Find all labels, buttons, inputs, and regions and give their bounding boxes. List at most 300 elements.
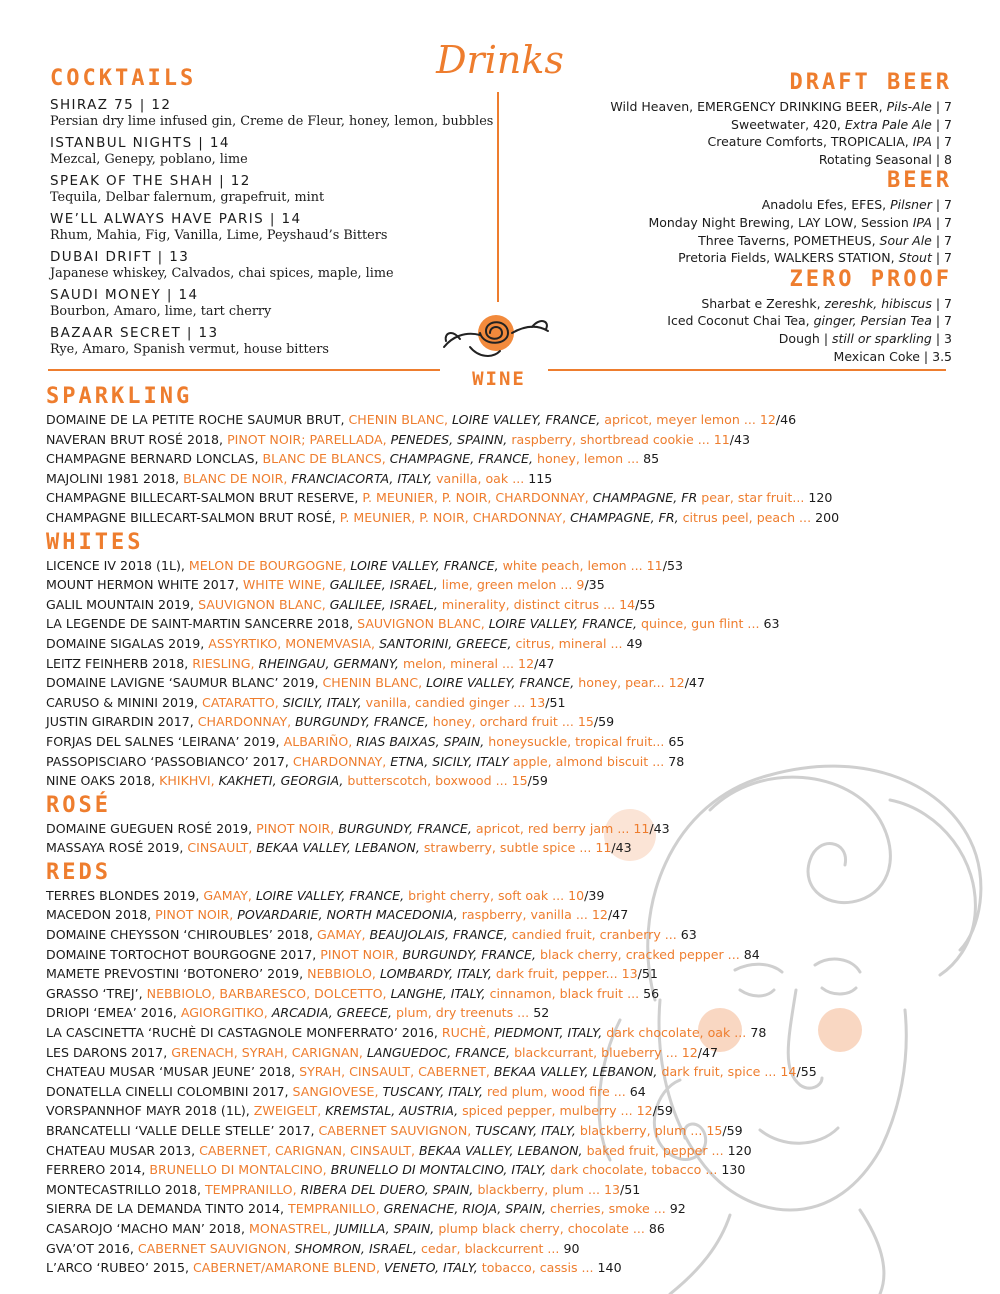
wine-notes: citrus peel, peach ... [682, 509, 816, 525]
wine-notes: black cherry, cracked pepper ... [540, 946, 744, 962]
cocktail-item [50, 286, 500, 320]
wine-region: SANTORINI, GREECE, [379, 635, 516, 651]
wine-name: NAVERAN BRUT ROSÉ 2018, [46, 431, 228, 447]
item-text: Sweetwater, 420, [731, 116, 845, 132]
wine-name: GRASSO ‘TREJ’, [46, 985, 147, 1001]
wine-region: RHEINGAU, GERMANY, [258, 655, 403, 671]
wine-name: VORSPANNHOF MAYR 2018 (1L), [46, 1103, 254, 1119]
divider-right [548, 369, 946, 371]
item-style: IPA [912, 214, 932, 230]
draft-beer-heading: DRAFT BEER [789, 70, 952, 95]
wine-notes: honeysuckle, tropical fruit... [488, 733, 669, 749]
wine-grape: PINOT NOIR, [256, 820, 339, 836]
wine-region: LANGHE, ITALY, [390, 985, 490, 1001]
item-price: | 7 [931, 99, 952, 114]
wine-grape: P. MEUNIER, P. NOIR, CHARDONNAY, [339, 509, 571, 525]
wine-grape: GAMAY, [316, 927, 370, 943]
item-price: | 7 [931, 295, 952, 311]
wine-grape: P. MEUNIER, P. NOIR, CHARDONNAY, [362, 490, 593, 506]
cocktail-name: ISTANBUL NIGHTS | 14 [50, 135, 230, 151]
wine-notes: honey, orchard fruit ... 15 [432, 714, 594, 730]
wine-price: 63 [763, 616, 780, 632]
wine-item [46, 488, 981, 508]
wine-name: CHATEAU MUSAR ‘MUSAR JEUNE’ 2018, [46, 1064, 300, 1080]
wine-item [46, 1003, 981, 1023]
wine-name: FORJAS DEL SALNES ‘LEIRANA’ 2019, [46, 733, 284, 749]
wine-price: /43 [729, 431, 751, 447]
item-price: | 7 [931, 134, 952, 150]
wine-grape: WHITE WINE, [242, 577, 330, 593]
wine-notes: vanilla, candied ginger ... 13 [365, 694, 546, 710]
wine-notes: cinnamon, black fruit ... [489, 985, 644, 1001]
wine-name: DOMAINE SIGALAS 2019, [46, 635, 209, 651]
zero-proof-item [512, 312, 952, 330]
wine-price: /46 [775, 412, 797, 427]
wine-grape: GAMAY, [203, 887, 256, 903]
wine-name: DOMAINE DE LA PETITE ROCHE SAUMUR BRUT, [46, 412, 349, 427]
wine-item [46, 1141, 981, 1161]
wine-name: DRIOPI ‘EMEA’ 2016, [46, 1005, 181, 1021]
wine-price: 84 [743, 946, 760, 962]
cocktail-desc: Bourbon, Amaro, lime, tart cherry [50, 304, 272, 319]
item-text: Anadolu Efes, EFES, [761, 197, 891, 213]
wine-grape: BRUNELLO DI MONTALCINO, [149, 1162, 331, 1178]
wine-region: CHAMPAGNE, FRANCE, [389, 451, 538, 467]
wine-name: LEITZ FEINHERB 2018, [46, 655, 193, 671]
wine-notes: pear, star fruit... [701, 490, 809, 506]
wine-item [46, 838, 981, 858]
wine-item [46, 410, 981, 430]
wine-name: MASSAYA ROSÉ 2019, [46, 840, 188, 856]
wine-item [46, 1062, 981, 1082]
wine-region: KAKHETI, GEORGIA, [218, 773, 348, 789]
wine-grape: ASSYRTIKO, MONEMVASIA, [208, 635, 380, 651]
beer-item [512, 214, 952, 232]
wine-region: VENETO, ITALY, [383, 1260, 482, 1276]
wine-price: 130 [721, 1162, 746, 1178]
item-price: | 7 [931, 250, 952, 266]
wine-notes: honey, lemon ... [537, 451, 644, 467]
wine-notes: spiced pepper, mulberry ... 12 [462, 1103, 653, 1119]
wine-region: BRUNELLO DI MONTALCINO, ITALY, [330, 1162, 551, 1178]
item-price: | 7 [931, 197, 952, 213]
wine-name: DOMAINE TORTOCHOT BOURGOGNE 2017, [46, 946, 321, 962]
item-style: Pils-Ale [886, 99, 932, 114]
wine-item [46, 1180, 981, 1200]
wine-item [46, 1239, 981, 1259]
wine-notes: raspberry, vanilla ... 12 [461, 907, 608, 923]
wine-item [46, 556, 981, 576]
wine-region: SHOMRON, ISRAEL, [294, 1240, 421, 1256]
wine-price: 86 [648, 1220, 665, 1236]
wine-notes: lime, green melon ... 9 [441, 577, 585, 593]
wine-grape: MELON DE BOURGOGNE, [188, 557, 351, 573]
wine-grape: RIESLING, [192, 655, 259, 671]
wine-price: 115 [528, 470, 553, 486]
wine-grape: GRENACH, SYRAH, CARIGNAN, [171, 1044, 367, 1060]
wine-grape: TEMPRANILLO, [288, 1201, 384, 1217]
wine-name: PASSOPISCIARO ‘PASSOBIANCO’ 2017, [46, 753, 293, 769]
wine-price: 78 [668, 753, 685, 769]
cocktail-item [50, 324, 500, 358]
wine-notes: apple, almond biscuit ... [512, 753, 669, 769]
wine-region: LOIRE VALLEY, FRANCE, [488, 616, 641, 632]
wine-grape: BLANC DE NOIR, [183, 470, 292, 486]
cocktail-desc: Mezcal, Genepy, poblano, lime [50, 152, 248, 167]
cocktail-name: SAUDI MONEY | 14 [50, 287, 199, 303]
wine-notes: dark chocolate, oak ... [606, 1025, 751, 1041]
item-style: Sour Ale [879, 232, 932, 248]
wine-item [46, 673, 981, 693]
wine-item [46, 886, 981, 906]
wine-price: /47 [534, 655, 555, 671]
wine-section-heading: ROSÉ [46, 792, 111, 818]
wine-name: CHAMPAGNE BERNARD LONCLAS, [46, 451, 263, 467]
zero-proof-heading: ZERO PROOF [789, 266, 952, 292]
wine-region: TUSCANY, ITALY, [475, 1123, 580, 1138]
wine-price: 52 [533, 1005, 550, 1021]
wine-name: GALIL MOUNTAIN 2019, [46, 596, 199, 612]
item-price: | 7 [931, 116, 952, 132]
cocktail-name: SPEAK OF THE SHAH | 12 [50, 173, 251, 189]
cocktail-item [50, 248, 500, 282]
wine-price: 64 [629, 1083, 646, 1099]
cocktails-section [50, 66, 500, 358]
wine-name: DOMAINE CHEYSSON ‘CHIROUBLES’ 2018, [46, 927, 317, 943]
wine-grape: PINOT NOIR, [155, 907, 238, 923]
cocktail-desc: Rye, Amaro, Spanish vermut, house bitters [50, 342, 329, 357]
cocktail-item [50, 172, 500, 206]
wine-item [46, 1082, 981, 1102]
wine-region: GRENACHE, RIOJA, SPAIN, [383, 1201, 551, 1217]
item-text: Mexican Coke | 3.5 [833, 348, 952, 364]
wine-notes: white peach, lemon ... 11 [502, 557, 663, 573]
item-text: Three Taverns, POMETHEUS, [698, 232, 880, 248]
wine-notes: apricot, red berry jam ... 11 [475, 820, 650, 836]
wine-grape: CHARDONNAY, [197, 714, 296, 730]
wine-price: 200 [815, 509, 840, 525]
wine-region: LANGUEDOC, FRANCE, [366, 1044, 515, 1060]
wine-notes: vanilla, oak ... [436, 470, 529, 486]
cocktail-desc: Rhum, Mahia, Fig, Vanilla, Lime, Peyshaud’s Bitters [50, 228, 388, 243]
wine-item [46, 905, 981, 925]
wine-notes: plump black cherry, chocolate ... [438, 1220, 649, 1236]
cocktail-item [50, 134, 500, 168]
wine-region: RIAS BAIXAS, SPAIN, [356, 733, 489, 749]
wine-name: MAMETE PREVOSTINI ‘BOTONERO’ 2019, [46, 966, 308, 982]
wine-grape: PINOT NOIR, [320, 946, 403, 962]
wine-name: DOMAINE GUEGUEN ROSÉ 2019, [46, 820, 257, 836]
wine-price: 90 [563, 1240, 580, 1256]
wine-grape: CHENIN BLANC, [348, 412, 453, 427]
wine-name: LA LEGENDE DE SAINT-MARTIN SANCERRE 2018, [46, 616, 358, 632]
wine-region: PIEDMONT, ITALY, [494, 1025, 607, 1041]
wine-price: 78 [750, 1025, 767, 1041]
wine-region: POVARDARIE, NORTH MACEDONIA, [237, 907, 462, 923]
wine-name: DONATELLA CINELLI COLOMBINI 2017, [46, 1083, 293, 1099]
item-style: Stout [898, 250, 932, 266]
wine-item [46, 693, 981, 713]
item-style: zereshk, hibiscus [824, 295, 932, 311]
item-text: Iced Coconut Chai Tea, [667, 313, 814, 329]
wine-notes: apricot, meyer lemon ... 12 [604, 412, 776, 427]
wine-name: TERRES BLONDES 2019, [46, 887, 204, 903]
wine-region: KREMSTAL, AUSTRIA, [325, 1103, 463, 1119]
cocktail-item [50, 210, 500, 244]
wine-notes: quince, gun flint ... [640, 616, 764, 632]
wine-region: LOIRE VALLEY, FRANCE, [426, 675, 579, 691]
wine-name: FERRERO 2014, [46, 1162, 150, 1178]
wine-region: PENEDES, SPAINN, [390, 431, 512, 447]
wine-price: /59 [722, 1123, 743, 1138]
wine-price: 65 [668, 733, 685, 749]
wine-name: LES DARONS 2017, [46, 1044, 172, 1060]
wine-notes: raspberry, shortbread cookie ... 11 [511, 431, 730, 447]
wine-notes: tobacco, cassis ... [481, 1260, 598, 1276]
wine-grape: CABERNET/AMARONE BLEND, [193, 1260, 384, 1276]
wine-item [46, 945, 981, 965]
wine-name: CHAMPAGNE BILLECART-SALMON BRUT ROSÉ, [46, 509, 340, 525]
wine-price: /59 [652, 1103, 673, 1119]
wine-item [46, 1199, 981, 1219]
wine-region: RIBERA DEL DUERO, SPAIN, [300, 1181, 478, 1197]
draft-beer-item [512, 151, 952, 169]
wine-grape: PINOT NOIR; PARELLADA, [227, 431, 391, 447]
wine-section-heading: SPARKLING [46, 384, 193, 409]
wine-grape: MONASTREL, [248, 1220, 336, 1236]
wine-price: /51 [545, 694, 566, 710]
wine-grape: CHARDONNAY, [292, 753, 391, 769]
wine-item [46, 925, 981, 945]
wine-region: GALILEE, ISRAEL, [329, 596, 442, 612]
wine-item [46, 634, 981, 654]
wine-region: BURGUNDY, FRANCE, [295, 714, 433, 730]
wine-grape: AGIORGITIKO, [180, 1005, 272, 1021]
wine-notes: baked fruit, pepper ... [586, 1142, 728, 1158]
item-price: | 7 [931, 313, 952, 329]
wine-price: /55 [796, 1064, 817, 1080]
wine-name: CARUSO & MININI 2019, [46, 694, 203, 710]
wine-notes: cherries, smoke ... [550, 1201, 670, 1217]
zero-proof-item [512, 295, 952, 313]
wine-region: BEKAA VALLEY, LEBANON, [493, 1064, 662, 1080]
item-price: | 7 [931, 232, 952, 248]
wine-price: 85 [643, 451, 660, 467]
item-text: Monday Night Brewing, LAY LOW, Session [648, 214, 913, 230]
wine-section-heading: REDS [46, 859, 111, 885]
wine-name: SIERRA DE LA DEMANDA TINTO 2014, [46, 1201, 288, 1217]
wine-name: L’ARCO ‘RUBEO’ 2015, [46, 1260, 194, 1276]
wine-name: LICENCE IV 2018 (1L), [46, 557, 189, 573]
wine-price: 120 [727, 1142, 752, 1158]
wine-region: CHAMPAGNE, FR [592, 490, 702, 506]
wine-price: 120 [808, 490, 833, 506]
wine-region: BURGUNDY, FRANCE, [338, 820, 476, 836]
page-title: Drinks [436, 38, 564, 82]
wine-grape: TEMPRANILLO, [204, 1181, 301, 1197]
wine-grape: NEBBIOLO, BARBARESCO, DOLCETTO, [146, 985, 391, 1001]
wine-region: LOMBARDY, ITALY, [379, 966, 496, 982]
wine-item [46, 469, 981, 489]
wine-notes: dark chocolate, tobacco ... [550, 1162, 722, 1178]
cocktail-name: SHIRAZ 75 | 12 [50, 97, 172, 113]
wine-region: CHAMPAGNE, FR, [570, 509, 683, 525]
wine-price: 56 [643, 985, 660, 1001]
wine-item [46, 430, 981, 450]
wine-notes: red plum, wood fire ... [487, 1083, 630, 1099]
wine-grape: BLANC DE BLANCS, [262, 451, 390, 467]
wine-price: /51 [619, 1181, 641, 1197]
wine-price: /39 [584, 887, 605, 903]
wine-notes: minerality, distinct citrus ... 14 [441, 596, 636, 612]
wine-notes: cedar, blackcurrent ... [421, 1240, 564, 1256]
item-text: Pretoria Fields, WALKERS STATION, [678, 250, 899, 266]
wine-grape: CINSAULT, [187, 840, 257, 856]
wine-grape: CATARATTO, [202, 694, 283, 710]
cocktail-name: WE’LL ALWAYS HAVE PARIS | 14 [50, 211, 302, 227]
wine-item [46, 508, 981, 528]
wine-price: 49 [626, 635, 643, 651]
item-text: Sharbat e Zereshk, [701, 295, 825, 311]
beer-item [512, 249, 952, 267]
wine-item [46, 614, 981, 634]
wine-grape: CABERNET, CARIGNAN, CINSAULT, [199, 1142, 420, 1158]
wine-price: /43 [611, 840, 632, 856]
wine-price: /53 [662, 557, 683, 573]
wine-item [46, 1160, 981, 1180]
wine-price: 63 [680, 927, 697, 943]
wine-notes: candied fruit, cranberry ... [511, 927, 681, 943]
wine-region: JUMILLA, SPAIN, [335, 1220, 439, 1236]
wine-name: DOMAINE LAVIGNE ‘SAUMUR BLANC’ 2019, [46, 675, 323, 691]
item-style: ginger, Persian Tea [813, 313, 932, 329]
cocktail-name: DUBAI DRIFT | 13 [50, 249, 190, 265]
wine-item [46, 732, 981, 752]
wine-notes: honey, pear... 12 [578, 675, 685, 691]
wine-item [46, 1023, 981, 1043]
wine-notes: plum, dry treenuts ... [396, 1005, 534, 1021]
wine-grape: CABERNET SAUVIGNON, [318, 1123, 476, 1138]
wine-name: MACEDON 2018, [46, 907, 156, 923]
wine-grape: CABERNET SAUVIGNON, [137, 1240, 295, 1256]
wine-grape: SYRAH, CINSAULT, CABERNET, [299, 1064, 494, 1080]
wine-item [46, 771, 981, 791]
wine-notes: dark fruit, spice ... 14 [661, 1064, 797, 1080]
wine-region: LOIRE VALLEY, FRANCE, [350, 557, 503, 573]
wine-notes: dark fruit, pepper... 13 [495, 966, 638, 982]
wine-item [46, 595, 981, 615]
draft-beer-item [512, 116, 952, 134]
item-price: | 7 [931, 214, 952, 230]
draft-beer-item [512, 98, 952, 116]
wine-item [46, 712, 981, 732]
wine-grape: ALBARIÑO, [283, 733, 357, 749]
item-style: Pilsner [890, 197, 932, 213]
wine-notes: butterscotch, boxwood ... 15 [347, 773, 528, 789]
wine-price: 140 [597, 1260, 622, 1276]
wine-region: LOIRE VALLEY, FRANCE, [452, 412, 605, 427]
wine-item [46, 1219, 981, 1239]
wine-item [46, 1101, 981, 1121]
wine-price: /43 [649, 820, 670, 836]
wine-list [46, 382, 981, 1278]
wine-item [46, 449, 981, 469]
wine-name: JUSTIN GIRARDIN 2017, [46, 714, 198, 730]
wine-grape: CHENIN BLANC, [322, 675, 427, 691]
item-style: IPA [912, 134, 932, 150]
wine-item [46, 1258, 981, 1278]
wine-price: /51 [637, 966, 658, 982]
beer-column [512, 70, 952, 365]
wine-name: CHATEAU MUSAR 2013, [46, 1142, 200, 1158]
wine-price: /59 [593, 714, 615, 730]
wine-region: BEKAA VALLEY, LEBANON, [256, 840, 424, 856]
wine-region: BURGUNDY, FRANCE, [402, 946, 541, 962]
item-text: Dough | [778, 330, 833, 346]
wine-notes: blackcurrant, blueberry ... 12 [514, 1044, 698, 1060]
wine-name: LA CASCINETTA ‘RUCHÈ DI CASTAGNOLE MONFERRATO’ 2016, [46, 1025, 442, 1041]
wine-section-heading: WHITES [46, 529, 144, 555]
wine-region: GALILEE, ISRAEL, [329, 577, 442, 593]
zero-proof-item [512, 330, 952, 348]
cocktail-item [50, 96, 500, 130]
cocktail-desc: Persian dry lime infused gin, Creme de Fleur, honey, lemon, bubbles [50, 114, 494, 129]
wine-name: CASAROJO ‘MACHO MAN’ 2018, [46, 1220, 249, 1236]
cocktail-desc: Tequila, Delbar falernum, grapefruit, mint [50, 190, 325, 205]
item-price: | 3 [931, 330, 952, 346]
item-text: Wild Heaven, EMERGENCY DRINKING BEER, [610, 99, 887, 114]
item-style: Extra Pale Ale [844, 116, 932, 132]
wine-region: TUSCANY, ITALY, [382, 1083, 488, 1099]
wine-item [46, 654, 981, 674]
wine-notes: citrus, mineral ... [515, 635, 627, 651]
wine-region: SICILY, ITALY, [282, 694, 366, 710]
wine-price: /47 [684, 675, 705, 691]
draft-beer-item [512, 133, 952, 151]
wine-notes: blackberry, plum ... 15 [579, 1123, 723, 1138]
wine-region: FRANCIACORTA, ITALY, [291, 470, 437, 486]
cocktail-name: BAZAAR SECRET | 13 [50, 325, 219, 341]
wine-region: BEAUJOLAIS, FRANCE, [369, 927, 512, 943]
wine-region: ETNA, SICILY, ITALY [390, 753, 513, 769]
cocktail-desc: Japanese whiskey, Calvados, chai spices, maple, lime [50, 266, 394, 281]
wine-item [46, 1121, 981, 1141]
divider-left [48, 369, 440, 371]
wine-item [46, 575, 981, 595]
wine-grape: RUCHÈ, [441, 1025, 495, 1041]
wine-price: /59 [527, 773, 548, 789]
wine-name: BRANCATELLI ‘VALLE DELLE STELLE’ 2017, [46, 1123, 319, 1138]
wine-item [46, 819, 981, 839]
beer-item [512, 232, 952, 250]
wine-region: LOIRE VALLEY, FRANCE, [255, 887, 409, 903]
wine-grape: NEBBIOLO, [307, 966, 380, 982]
wine-price: /47 [607, 907, 629, 923]
wine-item [46, 964, 981, 984]
wine-grape: ZWEIGELT, [253, 1103, 326, 1119]
wine-name: MOUNT HERMON WHITE 2017, [46, 577, 243, 593]
wine-name: MAJOLINI 1981 2018, [46, 470, 184, 486]
wine-name: NINE OAKS 2018, [46, 773, 160, 789]
item-text: Creature Comforts, TROPICALIA, [707, 134, 913, 150]
wine-notes: strawberry, subtle spice ... 11 [423, 840, 612, 856]
zero-proof-item [512, 348, 952, 366]
wine-region: ARCADIA, GREECE, [271, 1005, 396, 1021]
wine-price: /55 [635, 596, 656, 612]
wine-name: CHAMPAGNE BILLECART-SALMON BRUT RESERVE, [46, 490, 363, 506]
beer-heading: BEER [887, 168, 952, 194]
wine-name: MONTECASTRILLO 2018, [46, 1181, 205, 1197]
